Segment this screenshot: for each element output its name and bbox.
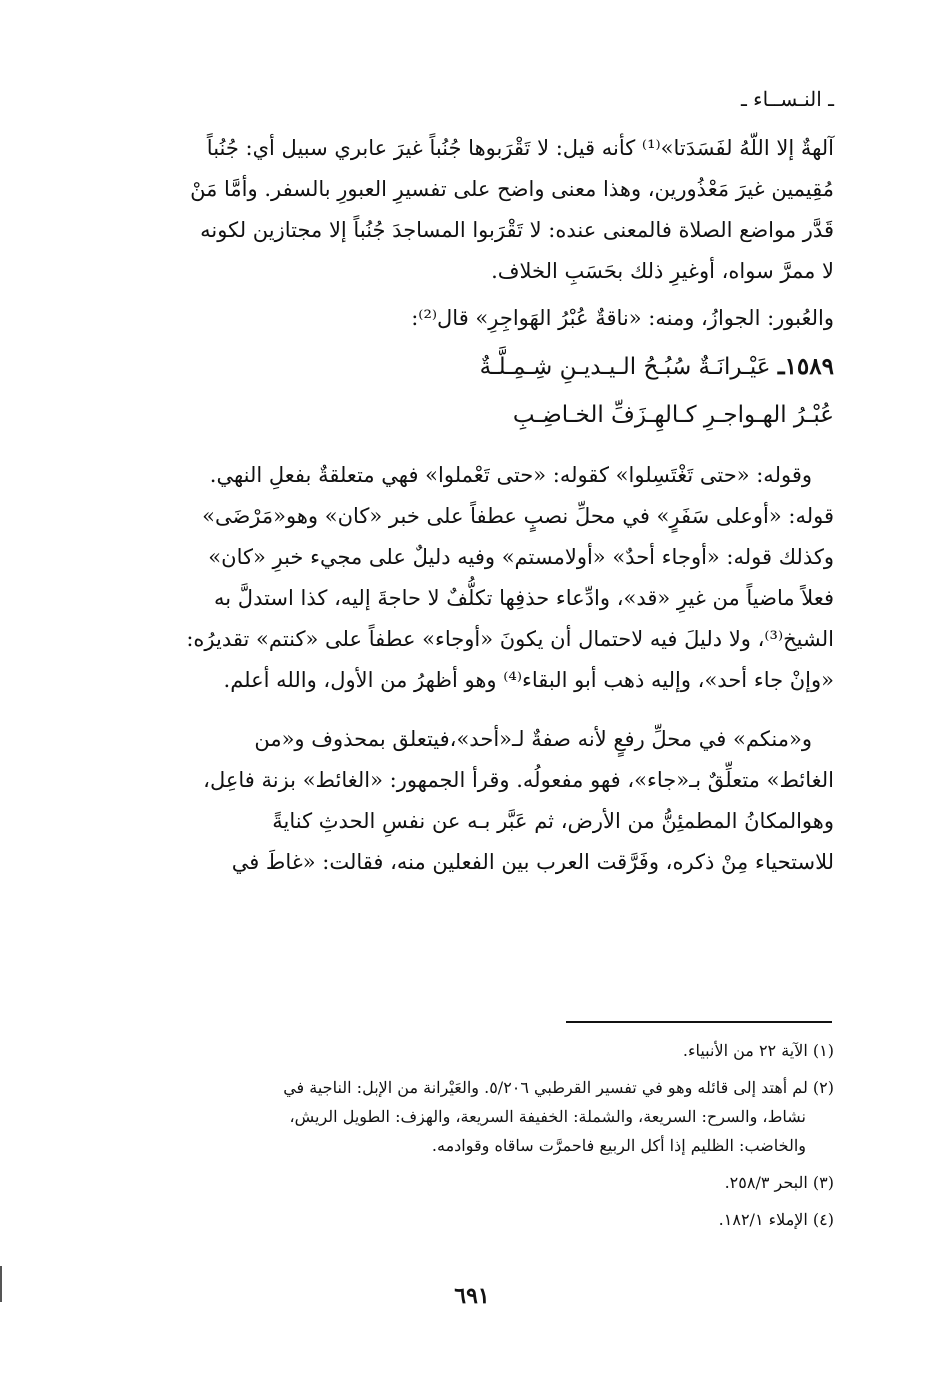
- text-line: وقوله: «حتى تَغْتَسِلوا» كقوله: «حتى تَعْملوا» فهي متعلقةٌ بفعلِ النهي.: [209, 463, 812, 487]
- text-line: فعلاً ماضياً من غيرِ «قد»، وادِّعاء حذفِها تكلُّفٌ لا حاجةَ إليه، كذا استدلَّ به: [214, 586, 834, 610]
- text-line: مُقِيمين غيرَ مَعْذُورين، وهذا معنى واضح على تفسيرِ العبورِ بالسفر. وأمَّا مَنْ: [190, 177, 834, 201]
- text-line: «وإنْ جاء أحد»، وإليه ذهب أبو البقاء⁽⁴⁾ وهو أظهرُ من الأول، والله أعلم.: [223, 668, 834, 692]
- text-line: للاستحياء مِنْ ذكره، وفَرَّقت العرب بين الفعلين منه، فقالت: «غاطَ في: [231, 850, 834, 874]
- footnote-2: (٢) لم أهتد إلى قائله وهو في تفسير القرطبي ٥/٢٠٦. والعَيْرانة من الإبل: الناجية في: [283, 1078, 834, 1097]
- text-line: وهوالمكانُ المطمئِنُّ من الأرض، ثم عَبَّر بـه عن نفسِ الحدثِ كنايةً: [272, 809, 834, 833]
- verse-second-hemistich: [130, 393, 834, 437]
- text-line: لا ممرَّ سواه، أوغيرِ ذلك بحَسَبِ الخلاف.: [491, 259, 834, 283]
- text-line: الغائط» متعلِّقٌ بـ«جاء»، فهو مفعولُه. وقرأ الجمهور: «الغائط» بزنة فاعِل،: [203, 768, 834, 792]
- text-line: قَدَّر مواضع الصلاة فالمعنى عنده: لا تَقْرَبوا المساجدَ جُنُباً إلا مجتازين لكونه: [200, 218, 834, 242]
- text-line: و«منكم» في محلِّ رفعٍ لأنه صفةٌ لـ«أحد»،فيتعلق بمحذوف و«من: [254, 727, 812, 751]
- text-line: قوله: «أوعلى سَفَرٍ» في محلِّ نصبٍ عطفاً على خبر «كان» وهو«مَرْضَى»: [202, 504, 834, 528]
- footnote-2-continued: نشاط، والسرح: السريعة، والشملة: الخفيفة السريعة، والهزف: الطويل الريش،: [289, 1107, 806, 1126]
- footnotes: [130, 1036, 834, 1234]
- verse-number: ١٥٨٩ـ: [777, 353, 834, 380]
- text-line: وكذلك قوله: «أوجاء أحدٌ» «أولامستم» وفيه دليلٌ على مجيء خبرِ «كان»: [208, 545, 834, 569]
- text-line: الشيخ⁽³⁾، ولا دليلَ فيه لاحتمال أن يكونَ «أوجاء» عطفاً على «كنتم» تقديرُه:: [186, 627, 834, 651]
- verse-hemistich-2: عُبْـرُ الهـواجـرِ كـالهِـزَفِّ الخـاضِـبِ: [512, 402, 834, 428]
- verse-first-hemistich: [130, 345, 834, 389]
- scan-edge-mark: [0, 1266, 2, 1302]
- running-title: ـ النـســاء ـ: [740, 87, 834, 111]
- footnote-separator: [566, 1021, 832, 1023]
- footnote-3: (٣) البحر ٢٥٨/٣.: [724, 1173, 834, 1192]
- main-text: [130, 128, 834, 883]
- running-header: [130, 84, 834, 114]
- verse-hemistich-1: عَيْـرانَـةٌ سُبُـحُ الـيـديـنِ شِـمِـلَّـةٌ: [479, 354, 771, 380]
- footnote-4: (٤) الإملاء ١٨٢/١.: [718, 1210, 834, 1229]
- text-line: والعُبور: الجوازُ، ومنه: «ناقةٌ عُبْرُ الهَواجِرِ» قال⁽²⁾:: [411, 306, 834, 330]
- poetry-verse: [130, 345, 834, 437]
- footnote-1: (١) الآية ٢٢ من الأنبياء.: [682, 1041, 834, 1060]
- text-line: آلهةٌ إلا اللّهُ لفَسَدَتا»⁽¹⁾ كأنه قيل: لا تَقْرَبوها جُنُباً غيرَ عابري سبيل أي: جُنُباً: [206, 136, 834, 160]
- footnote-2-continued: والخاضب: الظليم إذا أكل الربيع فاحمرَّت ساقاه وقوادمه.: [431, 1136, 806, 1155]
- page-number: ٦٩١: [454, 1283, 490, 1309]
